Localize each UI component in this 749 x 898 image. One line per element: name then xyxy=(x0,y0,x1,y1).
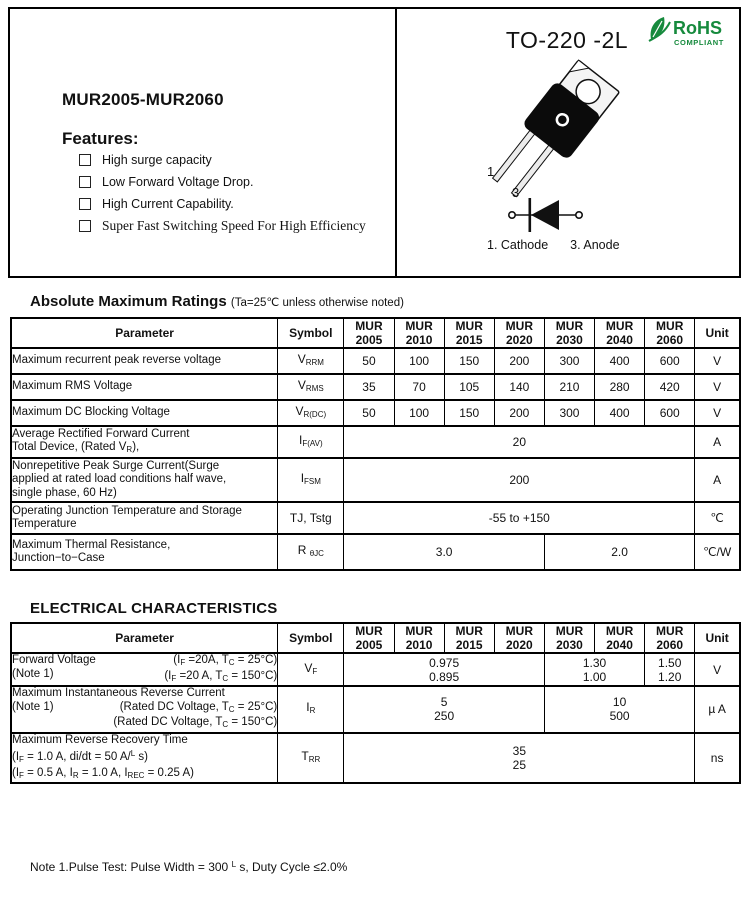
value-cell: 420 xyxy=(645,374,695,400)
rohs-logo xyxy=(647,13,745,53)
package-name: TO-220 -2L xyxy=(505,27,629,53)
cathode-label: 1. Cathode xyxy=(487,238,549,252)
unit-cell: ℃ xyxy=(695,502,740,534)
value-cell: 1.30 1.00 xyxy=(544,653,644,686)
absolute-maximum-ratings-table xyxy=(10,317,741,571)
col-model: MUR 2040 xyxy=(595,623,645,653)
col-model: MUR 2030 xyxy=(544,318,594,348)
table-header-row xyxy=(11,318,740,348)
value-cell: 300 xyxy=(544,348,594,374)
feature-item xyxy=(79,218,366,233)
unit-cell: A xyxy=(695,426,740,458)
package-drawing xyxy=(485,58,665,200)
table-row xyxy=(11,348,740,374)
value-cell: -55 to +150 xyxy=(344,502,695,534)
parameter-note: (Note 1) xyxy=(12,700,54,713)
value-cell: 200 xyxy=(344,458,695,502)
parameter-cell: Maximum Reverse Recovery Time ($I_F = 1.0$ A, di/dt = 50 A/$^L$ s) ($I_F = 0.5$ A, $I_R = 1.0$ A, $I_{REC} = 0.25$ A) xyxy=(11,733,278,784)
col-model: MUR 2010 xyxy=(394,623,444,653)
unit-cell: A xyxy=(695,458,740,502)
value-cell: 70 xyxy=(394,374,444,400)
col-model: MUR 2060 xyxy=(645,623,695,653)
unit-cell: ns xyxy=(695,733,740,784)
value-cell: 140 xyxy=(494,374,544,400)
col-model: MUR 2060 xyxy=(645,318,695,348)
value-cell: 10 500 xyxy=(544,686,694,733)
value-cell: 0.975 0.895 xyxy=(344,653,545,686)
col-model: MUR 2020 xyxy=(494,318,544,348)
value-cell: 600 xyxy=(645,348,695,374)
value-cell: 3.0 xyxy=(344,534,545,570)
symbol-cell: R $_{\theta JC}$ xyxy=(278,534,344,570)
checkbox-icon xyxy=(79,198,91,210)
value-cell: 1.50 1.20 xyxy=(645,653,695,686)
value-cell: 150 xyxy=(444,400,494,426)
col-model: MUR 2020 xyxy=(494,623,544,653)
diode-symbol-icon xyxy=(502,195,592,240)
pin-1-label: 1 xyxy=(487,164,495,179)
col-unit: Unit xyxy=(695,318,740,348)
rohs-text: RoHS xyxy=(673,18,722,38)
col-model: MUR 2015 xyxy=(444,623,494,653)
amr-section-title xyxy=(30,293,404,310)
leaf-icon xyxy=(649,17,670,41)
table-row xyxy=(11,458,740,502)
amr-subtitle: (Ta=25℃ unless otherwise noted) xyxy=(230,297,404,309)
value-cell: 400 xyxy=(595,348,645,374)
col-model: MUR 2040 xyxy=(595,318,645,348)
unit-cell: µ A xyxy=(695,686,740,733)
table-row xyxy=(11,534,740,570)
symbol-cell: $V_F$ xyxy=(278,653,344,686)
feature-item xyxy=(79,196,366,211)
value-cell: 20 xyxy=(344,426,695,458)
parameter-conditions: (Rated DC Voltage, $T_C = 25^\circ C$) (Rated DC Voltage, $T_C = 150^\circ C$) xyxy=(113,700,278,729)
symbol-cell: $T_{RR}$ xyxy=(278,733,344,784)
table-row xyxy=(11,733,740,784)
table-row xyxy=(11,374,740,400)
col-model: MUR 2010 xyxy=(394,318,444,348)
diode-pin-labels xyxy=(487,238,677,252)
value-cell: 35 25 xyxy=(344,733,695,784)
feature-label: Super Fast Switching Speed For High Efficiency xyxy=(102,217,366,233)
amr-title: Absolute Maximum Ratings xyxy=(30,293,227,310)
col-model: MUR 2005 xyxy=(344,623,394,653)
ec-section-title: ELECTRICAL CHARACTERISTICS xyxy=(30,600,278,617)
feature-item xyxy=(79,152,366,167)
value-cell: 210 xyxy=(544,374,594,400)
unit-cell: V xyxy=(695,400,740,426)
symbol-cell: $V_{R(DC)}$ xyxy=(278,400,344,426)
rohs-compliant-text: COMPLIANT xyxy=(674,38,724,47)
pin-3-label: 3 xyxy=(512,185,520,200)
parameter-cell: Maximum recurrent peak reverse voltage xyxy=(11,348,278,374)
symbol-cell: $V_{RRM}$ xyxy=(278,348,344,374)
col-symbol: Symbol xyxy=(278,318,344,348)
parameter-cell: Maximum RMS Voltage xyxy=(11,374,278,400)
value-cell: 200 xyxy=(494,348,544,374)
table-row xyxy=(11,653,740,686)
value-cell: 35 xyxy=(344,374,394,400)
value-cell: 280 xyxy=(595,374,645,400)
table-row xyxy=(11,502,740,534)
anode-label: 3. Anode xyxy=(570,238,620,252)
col-model: MUR 2015 xyxy=(444,318,494,348)
features-list xyxy=(79,152,366,240)
part-number: MUR2005-MUR2060 xyxy=(62,90,224,109)
table-row xyxy=(11,400,740,426)
checkbox-icon xyxy=(79,176,91,188)
checkbox-icon xyxy=(79,154,91,166)
value-cell: 100 xyxy=(394,348,444,374)
col-model: MUR 2005 xyxy=(344,318,394,348)
value-cell: 105 xyxy=(444,374,494,400)
parameter-cell xyxy=(11,653,278,686)
value-cell: 300 xyxy=(544,400,594,426)
unit-cell: V xyxy=(695,348,740,374)
col-model: MUR 2030 xyxy=(544,623,594,653)
value-cell: 400 xyxy=(595,400,645,426)
footnote: Note 1.Pulse Test: Pulse Width = 300 $^L$ s, Duty Cycle ≤2.0% xyxy=(30,860,348,874)
electrical-characteristics-table xyxy=(10,622,741,784)
value-cell: 600 xyxy=(645,400,695,426)
table-header-row xyxy=(11,623,740,653)
col-symbol: Symbol xyxy=(278,623,344,653)
symbol-cell: $I_R$ xyxy=(278,686,344,733)
value-cell: 100 xyxy=(394,400,444,426)
value-cell: 50 xyxy=(344,400,394,426)
parameter-label: Forward Voltage (Note 1) xyxy=(12,654,96,680)
symbol-cell: TJ, Tstg xyxy=(278,502,344,534)
feature-label: Low Forward Voltage Drop. xyxy=(102,174,254,189)
table-row xyxy=(11,426,740,458)
parameter-conditions: ($I_F =20A$, $T_C = 25^\circ C$) ($I_F =20$ A, $T_C = 150^\circ C$) xyxy=(164,654,278,683)
value-cell: 2.0 xyxy=(544,534,694,570)
parameter-label: Maximum Instantaneous Reverse Current xyxy=(12,687,225,699)
parameter-cell: Maximum Thermal Resistance, Junction−to−Case xyxy=(11,534,278,570)
table-row xyxy=(11,686,740,733)
symbol-cell: $I_{F(AV)}$ xyxy=(278,426,344,458)
parameter-cell: Maximum DC Blocking Voltage xyxy=(11,400,278,426)
value-cell: 200 xyxy=(494,400,544,426)
value-cell: 150 xyxy=(444,348,494,374)
value-cell: 5 250 xyxy=(344,686,545,733)
feature-label: High surge capacity xyxy=(102,152,212,167)
value-cell: 50 xyxy=(344,348,394,374)
features-title: Features: xyxy=(62,129,139,148)
unit-cell: V xyxy=(695,653,740,686)
parameter-cell: Average Rectified Forward Current Total Device, (Rated $V_R$), xyxy=(11,426,278,458)
header-box xyxy=(8,7,741,278)
parameter-cell: Operating Junction Temperature and Storage Temperature xyxy=(11,502,278,534)
col-unit: Unit xyxy=(695,623,740,653)
col-parameter: Parameter xyxy=(11,623,278,653)
symbol-cell: $V_{RMS}$ xyxy=(278,374,344,400)
unit-cell: V xyxy=(695,374,740,400)
feature-label: High Current Capability. xyxy=(102,196,234,211)
symbol-cell: $I_{FSM}$ xyxy=(278,458,344,502)
feature-item xyxy=(79,174,366,189)
col-parameter: Parameter xyxy=(11,318,278,348)
parameter-cell: Nonrepetitive Peak Surge Current(Surge applied at rated load conditions half wave, single phase, 60 Hz) xyxy=(11,458,278,502)
checkbox-icon xyxy=(79,220,91,232)
unit-cell: ℃/W xyxy=(695,534,740,570)
parameter-cell xyxy=(11,686,278,733)
